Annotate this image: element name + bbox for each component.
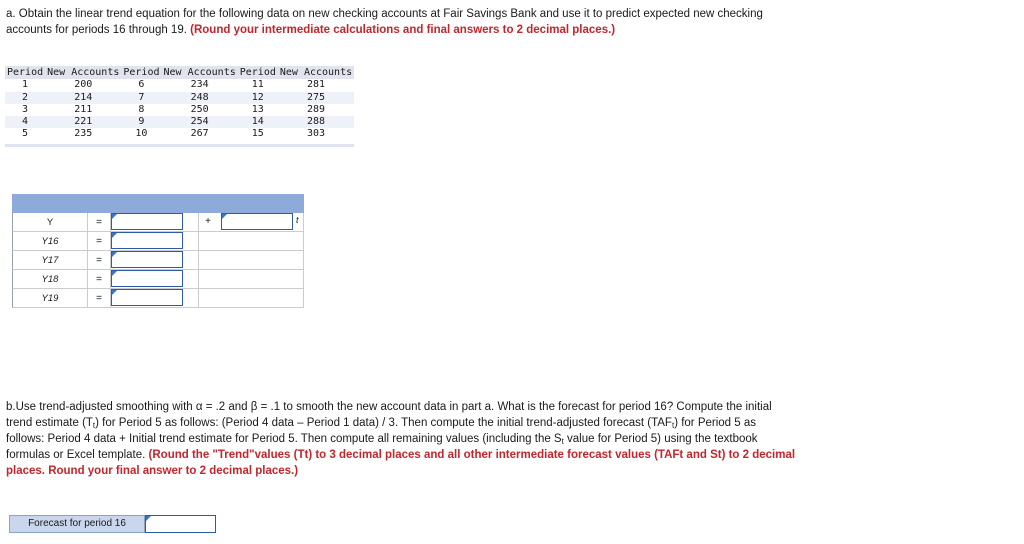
header-period-2: Period — [123, 67, 160, 78]
table-cell: 275 — [278, 92, 354, 104]
header-period-3: Period — [239, 67, 276, 78]
table-cell: 267 — [162, 128, 238, 145]
subscript-t: t — [92, 421, 96, 430]
forecast-period-16-input[interactable] — [145, 515, 216, 533]
table-row — [5, 92, 354, 104]
table-cell: 221 — [45, 116, 121, 128]
forecast-row-y16 — [12, 232, 304, 251]
forecast-period-16-label: Forecast for period 16 — [9, 515, 145, 533]
empty-cell — [198, 289, 304, 308]
subscript-t: t — [671, 421, 675, 430]
input-flag-icon — [112, 214, 117, 219]
slope-cell — [198, 213, 304, 232]
y19-cell — [110, 289, 198, 308]
table-cell: 6 — [138, 79, 145, 91]
input-flag-icon — [112, 252, 117, 257]
y16-cell — [110, 232, 198, 251]
table-row — [5, 128, 354, 145]
table-cell: 2 — [5, 92, 45, 104]
table-cell: 303 — [278, 128, 354, 145]
equals-sign: = — [87, 289, 110, 308]
part-a-question — [6, 6, 806, 38]
table-cell: 5 — [5, 128, 45, 145]
table-cell: 4 — [5, 116, 45, 128]
empty-cell — [198, 232, 304, 251]
table-cell: 1 — [22, 79, 29, 91]
table-cell: 234 — [190, 79, 209, 91]
input-flag-icon — [112, 233, 117, 238]
row-label-y16: Y16 — [12, 232, 87, 251]
equation-y-label: Y — [12, 213, 87, 232]
row-label-y19: Y19 — [12, 289, 87, 308]
table-cell: 15 — [238, 128, 278, 145]
table-cell: 8 — [138, 103, 145, 115]
input-flag-icon — [112, 271, 117, 276]
equals-sign: = — [87, 251, 110, 270]
forecast-row-y19 — [12, 289, 304, 308]
y16-input[interactable] — [111, 232, 183, 249]
header-new-accounts-1: New Accounts — [47, 67, 120, 78]
table-cell: 211 — [74, 103, 93, 115]
t-variable: t — [296, 215, 299, 225]
header-period-1: Period — [7, 67, 44, 78]
table-cell: 13 — [251, 103, 264, 115]
part-a-question-text: a. Obtain the linear trend equation for the following data on new checking accounts at Fair Savings Bank and use it to predict expected new checking accounts for periods 16 through 19. — [6, 8, 763, 36]
table-cell: 254 — [162, 116, 238, 128]
forecast-row-y18 — [12, 270, 304, 289]
part-b-text-4: value for Period 5) using the textbook formulas or Excel template. — [6, 433, 758, 461]
table-cell: 11 — [251, 79, 264, 91]
table-cell: 281 — [306, 79, 326, 91]
y17-input[interactable] — [111, 251, 183, 268]
part-b-instruction: (Round the "Trend"values (Tt) to 3 decimal places and all other intermediate forecast values (TAFt and St) to 2 decimal places. Round your final answer to 2 decimal places.) — [6, 449, 796, 477]
input-flag-icon — [146, 516, 151, 521]
input-flag-icon — [112, 290, 117, 295]
part-b-text-3: ) for Period 5 as follows: Period 4 data + Initial trend estimate for Period 5. Then compute all remaining values (including the S — [6, 417, 757, 445]
y18-input[interactable] — [111, 270, 183, 287]
part-b-question — [6, 399, 796, 479]
row-label-y18: Y18 — [12, 270, 87, 289]
table-cell: 9 — [121, 116, 161, 128]
table-cell: 10 — [121, 128, 161, 145]
data-table — [5, 66, 354, 147]
table-row — [5, 104, 354, 116]
input-flag-icon — [222, 214, 227, 219]
plus-sign: + — [205, 216, 211, 227]
empty-cell — [198, 270, 304, 289]
y17-cell — [110, 251, 198, 270]
equals-sign: = — [87, 213, 110, 232]
data-table-header-row — [5, 66, 354, 79]
table-row — [5, 79, 354, 91]
equation-row — [12, 213, 304, 232]
header-new-accounts-3: New Accounts — [279, 67, 353, 78]
equals-sign: = — [87, 232, 110, 251]
part-b-text-2: ) for Period 5 as follows: (Period 4 data – Period 1 data) / 3. Then compute the initial trend-adjusted forecast (TAF — [95, 417, 672, 429]
intercept-input[interactable] — [111, 213, 183, 230]
y18-cell — [110, 270, 198, 289]
forecast-row-y17 — [12, 251, 304, 270]
table-cell: 3 — [22, 103, 29, 115]
y19-input[interactable] — [111, 289, 183, 306]
table-cell: 14 — [238, 116, 278, 128]
answer-grid-header — [12, 194, 304, 213]
table-cell: 248 — [162, 92, 238, 104]
table-cell: 200 — [74, 79, 93, 91]
table-cell: 7 — [121, 92, 161, 104]
table-cell: 250 — [190, 103, 209, 115]
table-cell: 235 — [45, 128, 121, 145]
part-b-text-1: b.Use trend-adjusted smoothing with α = .2 and β = .1 to smooth the new account data in part a. What is the forecast for period 16? Compute the initial trend estimate (T — [6, 401, 772, 429]
slope-input[interactable] — [221, 213, 293, 230]
table-row — [5, 116, 354, 128]
row-label-y17: Y17 — [12, 251, 87, 270]
table-cell: 288 — [278, 116, 354, 128]
table-cell: 289 — [306, 103, 326, 115]
part-a-instruction: (Round your intermediate calculations and final answers to 2 decimal places.) — [190, 24, 616, 36]
table-cell: 214 — [45, 92, 121, 104]
intercept-cell — [110, 213, 198, 232]
subscript-t: t — [561, 437, 564, 446]
empty-cell — [198, 251, 304, 270]
answer-grid — [12, 194, 304, 310]
header-new-accounts-2: New Accounts — [163, 67, 236, 78]
equals-sign: = — [87, 270, 110, 289]
table-cell: 12 — [238, 92, 278, 104]
